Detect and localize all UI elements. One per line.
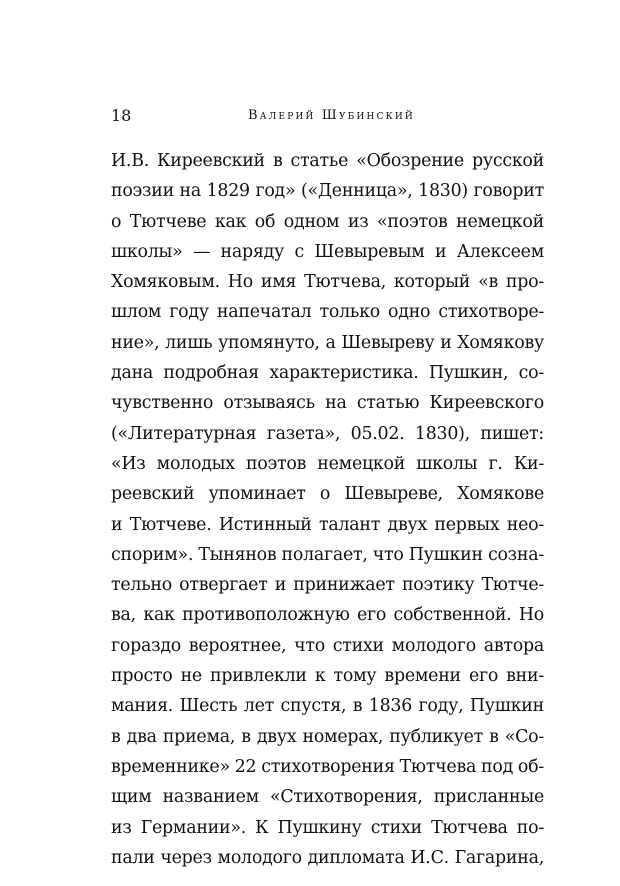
body-text <box>111 146 544 873</box>
text-line: тельно отвергает и принижает поэтику Тютче- <box>111 575 544 596</box>
text-line: пали через молодого дипломата И.С. Гагарина, <box>111 847 544 868</box>
text-line: о Тютчеве как об одном из «поэтов немецкой <box>111 211 544 232</box>
running-head <box>0 104 620 128</box>
text-line: чувственно отзываясь на статью Киреевского <box>111 393 544 414</box>
text-line: щим названием «Стихотворения, присланные <box>111 787 544 808</box>
text-line: ние», лишь упомянуто, а Шевыреву и Хомякову <box>111 332 544 353</box>
text-line: («Литературная газета», 05.02. 1830), пишет: <box>111 423 544 444</box>
text-line: спорим». Тынянов полагает, что Пушкин созна- <box>111 544 544 565</box>
text-line: «Из молодых поэтов немецкой школы г. Ки- <box>111 453 544 474</box>
text-line: И.В. Киреевский в статье «Обозрение русской <box>111 151 544 171</box>
text-line: в два приема, в двух номерах, публикует в «Со- <box>111 726 544 747</box>
text-line: Хомяковым. Но имя Тютчева, который «в про- <box>111 272 544 293</box>
text-line: поэзии на 1829 год» («Денница», 1830) говорит <box>111 181 544 202</box>
text-line: из Германии». К Пушкину стихи Тютчева по- <box>111 817 544 838</box>
page-number: 18 <box>111 106 132 125</box>
text-line: временнике» 22 стихотворения Тютчева под об- <box>111 756 544 777</box>
text-line: школы» — наряду с Шевыревым и Алексеем <box>111 241 544 262</box>
text-line: просто не привлекли к тому времени его вни- <box>111 666 544 687</box>
text-line: шлом году напечатал только одно стихотворе- <box>111 302 544 323</box>
text-line: ва, как противоположную его собственной. Но <box>111 605 544 626</box>
text-line: гораздо вероятнее, что стихи молодого автора <box>111 635 544 656</box>
text-line: и Тютчеве. Истинный талант двух первых нео- <box>111 514 544 535</box>
text-line: дана подробная характеристика. Пушкин, со- <box>111 363 544 384</box>
running-title: Валерий Шубинский <box>248 108 415 123</box>
text-line: мания. Шесть лет спустя, в 1836 году, Пушкин <box>111 696 544 717</box>
text-line: реевский упоминает о Шевыреве, Хомякове <box>111 484 544 505</box>
